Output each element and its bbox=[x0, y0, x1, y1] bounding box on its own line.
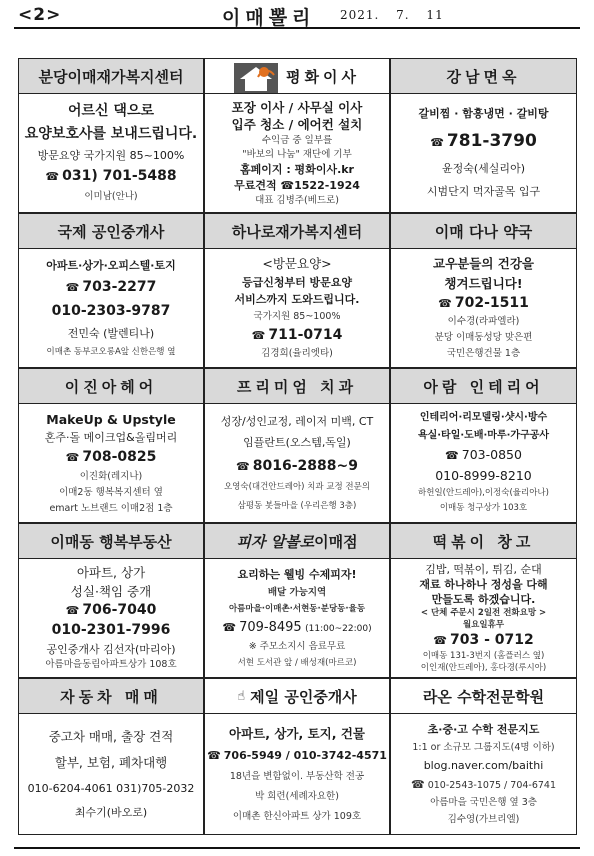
ad-title: 자동차 매매 bbox=[19, 679, 203, 714]
ad-raon-math-academy bbox=[390, 678, 577, 835]
ad-title-row bbox=[205, 524, 389, 559]
phone-icon: ☎ bbox=[207, 749, 221, 763]
phone-icon: ☎ bbox=[65, 604, 80, 618]
ad-line: 요리하는 웰빙 수제피자! bbox=[237, 567, 357, 581]
ad-contact: 대표 김병주(베드로) bbox=[255, 194, 339, 206]
page-number: <2> bbox=[18, 5, 62, 25]
ad-phone: 708-0825 bbox=[82, 449, 157, 466]
newsletter-title: 이매뽈리 bbox=[222, 7, 316, 29]
ad-address: 이매촌 한신아파트 상가 109호 bbox=[232, 810, 362, 822]
phone-icon: ☎ bbox=[433, 634, 447, 648]
top-rule bbox=[14, 27, 580, 29]
ad-line: 포장 이사 / 사무실 이사 bbox=[231, 99, 363, 115]
ad-phone: 706-5949 / 010-3742-4571 bbox=[223, 749, 387, 763]
ad-title-row bbox=[205, 679, 389, 714]
ad-phone: 무료견적 ☎1522-1924 bbox=[234, 179, 360, 192]
ad-line: 아름마을·이매촌·서현동·분당동·율동 bbox=[228, 603, 366, 614]
bottom-rule bbox=[14, 847, 580, 849]
ad-contact: 이수경(라파엘라) bbox=[447, 316, 520, 328]
ad-line: 18년을 변함없이. 부동산학 전공 bbox=[229, 770, 365, 782]
phone-icon: ☎ bbox=[45, 170, 60, 184]
ad-line: 등급신청부터 방문요양 bbox=[241, 275, 353, 289]
ad-homepage: 홈페이지 : 평화이사.kr bbox=[240, 163, 354, 177]
ad-car-trading bbox=[18, 678, 204, 835]
ad-hours: (11:00~22:00) bbox=[305, 623, 372, 634]
ad-title-brand: 피자 알볼로 bbox=[236, 532, 315, 551]
ad-contact: 하헌일(안드레아),이정숙(율리아나) bbox=[418, 487, 549, 498]
ad-line: 어르신 댁으로 bbox=[67, 103, 155, 120]
ad-mobile: 010-8999-8210 bbox=[435, 467, 532, 483]
ad-title: 평화이사 bbox=[286, 67, 360, 86]
issue-date: 2021. 7. 11 bbox=[340, 8, 444, 22]
ad-contact: 오영숙(대건안드레아) 치과 교정 전문의 bbox=[223, 482, 371, 493]
ad-contact: 윤정숙(세실리아) bbox=[442, 161, 525, 175]
ad-phone: 711-0714 bbox=[268, 326, 343, 343]
page-header bbox=[14, 0, 580, 28]
ad-line: 수익금 중 일부를 bbox=[261, 135, 333, 147]
ad-phone: 703-2277 bbox=[82, 279, 157, 296]
ad-contact: 최수기(바오로) bbox=[74, 806, 148, 820]
ad-phone: 781-3790 bbox=[446, 131, 537, 151]
ad-line: 임플란트(오스템,독일) bbox=[243, 436, 351, 450]
ad-contact: 이인재(안드레아), 홍다경(루시아) bbox=[420, 662, 547, 673]
ad-line: 초·중·고 수학 전문지도 bbox=[427, 722, 540, 736]
ad-title-branch: 이매점 bbox=[314, 532, 358, 551]
ad-contact: 김수영(가브리엘) bbox=[447, 813, 520, 825]
ad-address: emart 노브랜드 이매2점 1층 bbox=[49, 502, 173, 514]
ad-grid bbox=[18, 58, 577, 835]
ad-title: 이매 다나 약국 bbox=[391, 214, 576, 249]
ad-contact: 이진화(레지나) bbox=[79, 470, 143, 482]
ad-phone: 706-7040 bbox=[82, 602, 157, 619]
house-logo-icon bbox=[234, 63, 278, 89]
ad-mobile: 010-2303-9787 bbox=[51, 302, 171, 319]
ad-line: 아파트, 상가 bbox=[76, 565, 146, 581]
ad-blog: blog.naver.com/baithi bbox=[423, 758, 544, 772]
phone-icon: ☎ bbox=[65, 451, 80, 465]
ad-line: <방문요양> bbox=[262, 256, 332, 272]
ad-line: 성장/성인교정, 레이저 미백, CT bbox=[220, 415, 374, 429]
ad-address: 이매동 131-3번지 (홈플러스 옆) bbox=[422, 650, 545, 661]
ad-line: 김밥, 떡볶이, 튀김, 순대 bbox=[425, 562, 542, 576]
ad-mobile: 010-2301-7996 bbox=[51, 622, 171, 639]
ad-jeil-realty bbox=[204, 678, 390, 835]
ad-line: 재료 하나하나 정성을 다해 bbox=[419, 577, 548, 591]
ad-line: 갈비찜 · 함흥냉면 · 갈비탕 bbox=[418, 107, 549, 121]
ad-address: 이매2동 행복복지센터 옆 bbox=[59, 486, 163, 498]
ad-line: 혼주·돌 메이크업&올림머리 bbox=[44, 431, 178, 445]
phone-icon: ☎ bbox=[445, 449, 459, 463]
ad-line: 국가지원 85~100% bbox=[253, 311, 341, 323]
ad-address: 분당 이매동성당 맞은편 bbox=[434, 332, 533, 344]
ad-contact: 전민숙 (발렌티나) bbox=[67, 326, 155, 340]
ad-title: 라온 수학전문학원 bbox=[391, 679, 576, 714]
ad-pyeonghwa-moving bbox=[204, 58, 390, 213]
ad-line: 입주 청소 / 에어컨 설치 bbox=[231, 117, 363, 133]
ad-line: 할부, 보험, 폐차대행 bbox=[54, 755, 168, 771]
ad-line: "바보의 나눔" 재단에 기부 bbox=[242, 149, 352, 161]
ad-phone: 703-0850 bbox=[461, 447, 522, 463]
phone-icon: ☎ bbox=[410, 777, 425, 791]
ad-contact: 서현 도서관 앞 / 배성재(마르코) bbox=[237, 658, 357, 669]
ad-line: 성실·책임 중개 bbox=[70, 583, 152, 599]
ad-phone: 709-8495 bbox=[239, 619, 302, 635]
ad-aram-interior bbox=[390, 368, 577, 523]
ad-line: 아파트·상가·오피스텔·토지 bbox=[46, 258, 176, 272]
ad-line: 월요일휴무 bbox=[462, 620, 505, 631]
phone-icon: ☎ bbox=[222, 620, 237, 634]
ad-premium-dental bbox=[204, 368, 390, 523]
ad-address: 이매촌 동부코오롱A앞 신한은행 옆 bbox=[46, 346, 176, 357]
ad-phone: 703 - 0712 bbox=[449, 632, 534, 649]
phone-icon: ☎ bbox=[251, 328, 266, 342]
ad-imae-dana-pharmacy bbox=[390, 213, 577, 368]
ad-line: ※ 주모소지시 음료무료 bbox=[248, 640, 346, 652]
ad-imae-haengbok-realty bbox=[18, 523, 204, 678]
ad-address: 이매동 청구상가 103호 bbox=[439, 503, 528, 514]
phone-icon: ☎ bbox=[438, 297, 452, 311]
ad-title: 강남면옥 bbox=[391, 59, 576, 94]
ad-phone: 031) 701-5488 bbox=[62, 168, 177, 185]
ad-tteokbokki-changgo bbox=[390, 523, 577, 678]
ad-gangnam-myeonok bbox=[390, 58, 577, 213]
ad-title: 이진아헤어 bbox=[19, 369, 203, 404]
ad-contact: 김경희(율리엣타) bbox=[261, 348, 333, 360]
ad-title: 제일 공인중개사 bbox=[250, 687, 357, 706]
ad-title: 국제 공인중개사 bbox=[19, 214, 203, 249]
ad-title: 아람 인테리어 bbox=[391, 369, 576, 404]
ad-title: 분당이매재가복지센터 bbox=[19, 59, 203, 94]
ad-line: 방문요양 국가지원 85~100% bbox=[37, 149, 185, 163]
ad-contact: 공인중개사 김선자(마리아) bbox=[46, 642, 176, 656]
ad-line: 1:1 or 소규모 그룹지도(4명 이하) bbox=[412, 741, 555, 753]
ad-phone: 8016-2888~9 bbox=[252, 457, 358, 474]
ad-contact: 박 희련(세례자요한) bbox=[255, 790, 339, 802]
ad-hanaro-welfare-center bbox=[204, 213, 390, 368]
ad-line: 욕실·타일·도배·마루·가구공사 bbox=[417, 429, 550, 441]
ad-line: 서비스까지 도와드립니다. bbox=[234, 293, 360, 307]
ad-address: 아름마을동림아파트상가 108호 bbox=[45, 659, 177, 671]
ad-title: 이매동 행복부동산 bbox=[19, 524, 203, 559]
ad-address: 국민은행건물 1층 bbox=[446, 348, 521, 360]
ad-line: 배달 가능지역 bbox=[267, 586, 327, 598]
ad-line: < 단체 주문시 2일전 전화요망 > bbox=[420, 608, 547, 619]
ad-phone: 010-6204-4061 031)705-2032 bbox=[27, 781, 195, 795]
ad-address: 삼평동 봇들마을 (우리은행 3층) bbox=[237, 500, 357, 511]
ad-title: 떡볶이 창고 bbox=[391, 524, 576, 559]
ad-phone: 010-2543-1075 / 704-6741 bbox=[427, 779, 557, 791]
ad-line: 요양보호사를 보내드립니다. bbox=[24, 126, 198, 143]
ad-phone: 702-1511 bbox=[454, 295, 529, 312]
ad-lee-jina-hair bbox=[18, 368, 204, 523]
phone-icon: ☎ bbox=[430, 136, 444, 149]
ad-title: 프리미엄 치과 bbox=[205, 369, 389, 404]
ad-line: MakeUp & Upstyle bbox=[46, 411, 176, 427]
ad-title: 하나로재가복지센터 bbox=[205, 214, 389, 249]
ad-address: 아름마을 국민은행 옆 3층 bbox=[430, 796, 537, 808]
ad-bundang-imae-welfare-center bbox=[18, 58, 204, 213]
hand-icon: ☝ bbox=[237, 688, 246, 704]
ad-line: 챙겨드립니다! bbox=[444, 275, 523, 291]
ad-contact: 이미남(안나) bbox=[84, 191, 138, 203]
ad-line: 만들도록 하겠습니다. bbox=[431, 593, 536, 607]
ad-title-row bbox=[205, 59, 389, 94]
ad-gukje-realty bbox=[18, 213, 204, 368]
ad-address: 시범단지 먹자골목 입구 bbox=[426, 185, 541, 199]
ad-line: 아파트, 상가, 토지, 건물 bbox=[229, 725, 365, 741]
ad-line: 중고차 매매, 출장 견적 bbox=[48, 728, 174, 744]
ad-pizza-alvolo bbox=[204, 523, 390, 678]
phone-icon: ☎ bbox=[65, 281, 80, 295]
ad-line: 인테리어·리모델링·샷시·방수 bbox=[419, 412, 548, 424]
ad-line: 교우분들의 건강을 bbox=[433, 256, 534, 272]
phone-icon: ☎ bbox=[236, 459, 250, 473]
